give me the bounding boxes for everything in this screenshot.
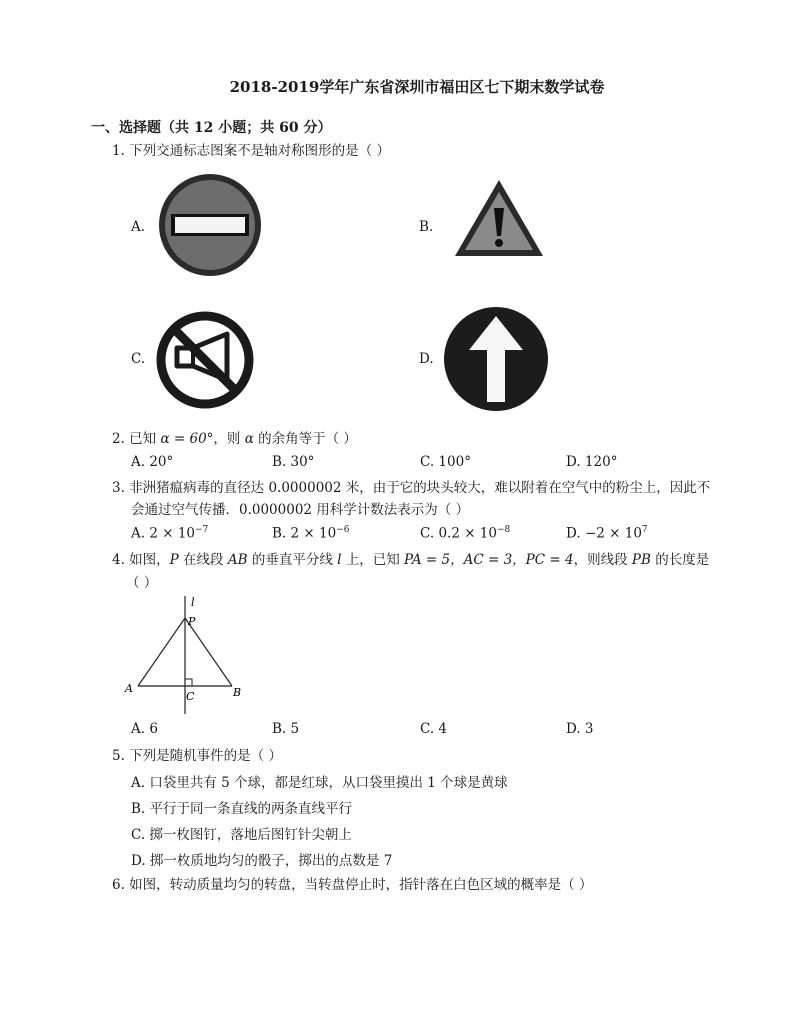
q2-option-c: C. 100° [420, 454, 471, 470]
figure-label-a: A [125, 682, 133, 695]
q4-given-values: PA = 5，AC = 3，PC = 4 [404, 552, 574, 568]
q3-option-a-base: 2 × 10 [149, 525, 196, 542]
q5-option-b: B. 平行于同一条直线的两条直线平行 [131, 801, 353, 817]
q1-option-c-label: C. [131, 351, 146, 367]
q4-text-g: 的长度是 [650, 552, 710, 568]
q3-option-c-exp: −8 [496, 525, 511, 535]
q4-option-a: A. 6 [131, 721, 158, 737]
figure-label-p: P [188, 615, 196, 628]
warning-triangle-icon [453, 178, 545, 258]
q2-stem-mid: ，则 [213, 431, 245, 447]
q2-option-d: D. 120° [566, 454, 618, 470]
q3-option-b-prefix: B. [272, 525, 291, 542]
q3-option-c-prefix: C. [420, 525, 439, 542]
q5-option-d: D. 掷一枚质地均匀的骰子，掷出的点数是 7 [131, 853, 393, 869]
q4-text-a: 4. 如图， [112, 552, 170, 568]
question-3-line-2: 会通过空气传播．0.0000002 用科学计数法表示为（ ） [131, 502, 470, 518]
q4-option-c: C. 4 [420, 721, 448, 737]
q4-var-ab: AB [227, 552, 248, 568]
q3-option-a-prefix: A. [131, 525, 150, 542]
q2-stem-expr: α = 60° [160, 431, 214, 447]
q4-text-f: ，则线段 [573, 552, 632, 568]
q3-option-b-exp: −6 [336, 525, 350, 535]
q1-option-b-label: B. [419, 219, 434, 235]
question-6-stem: 6. 如图，转动质量均匀的转盘，当转盘停止时，指针落在白色区域的概率是（ ） [112, 877, 593, 893]
question-3-line-1: 3. 非洲猪瘟病毒的直径达 0.0000002 米，由于它的块头较大，难以附着在空气中的粉尘上，因此不 [112, 480, 711, 496]
q3-option-b [272, 525, 349, 542]
figure-label-c: C [186, 690, 195, 703]
no-horn-sign-icon [155, 310, 255, 410]
q3-option-d [566, 525, 648, 542]
q1-option-a-label: A. [131, 219, 146, 235]
q4-text-c: 的垂直平分线 [247, 552, 338, 568]
q4-text-b: 在线段 [178, 552, 228, 568]
q4-option-b: B. 5 [272, 721, 300, 737]
section-heading: 一、选择题（共 12 小题；共 60 分） [91, 120, 332, 136]
q2-stem-post: 的余角等于（ ） [253, 431, 357, 447]
figure-label-l: l [191, 596, 195, 609]
q5-option-c: C. 掷一枚图钉，落地后图钉针尖朝上 [131, 827, 352, 843]
q4-text-d: 上，已知 [341, 552, 405, 568]
question-5-stem: 5. 下列是随机事件的是（ ） [112, 748, 282, 764]
q3-option-d-exp: 7 [641, 525, 648, 535]
figure-label-b: B [233, 686, 242, 699]
q3-option-b-base: 2 × 10 [290, 525, 337, 542]
q2-stem-pre: 2. 已知 [112, 431, 161, 447]
q3-option-c [420, 525, 510, 542]
q4-option-d: D. 3 [566, 721, 594, 737]
q5-option-a: A. 口袋里共有 5 个球，都是红球，从口袋里摸出 1 个球是黄球 [131, 775, 508, 791]
q3-option-d-base: −2 × 10 [584, 525, 642, 542]
ahead-only-sign-icon [443, 306, 549, 412]
q4-var-p: P [169, 552, 179, 568]
question-2-stem [112, 428, 357, 450]
question-4-line-1 [112, 549, 709, 571]
q2-option-a: A. 20° [131, 454, 174, 470]
q3-option-c-base: 0.2 × 10 [438, 525, 497, 542]
question-4-line-2: （ ） [126, 575, 158, 591]
q4-var-l: l [337, 552, 342, 568]
q3-option-a-exp: −7 [195, 525, 209, 535]
q2-option-b: B. 30° [272, 454, 315, 470]
q1-option-d-label: D. [419, 351, 434, 367]
no-entry-sign-icon [157, 172, 263, 278]
q4-var-pb: PB [631, 552, 651, 568]
question-1-stem: 1. 下列交通标志图案不是轴对称图形的是（ ） [112, 143, 390, 159]
page-title: 2018-2019学年广东省深圳市福田区七下期末数学试卷 [229, 78, 605, 96]
q3-option-d-prefix: D. [566, 525, 585, 542]
q2-stem-alpha: α [244, 431, 254, 447]
q3-option-a [131, 525, 208, 542]
perpendicular-bisector-figure [120, 592, 250, 717]
